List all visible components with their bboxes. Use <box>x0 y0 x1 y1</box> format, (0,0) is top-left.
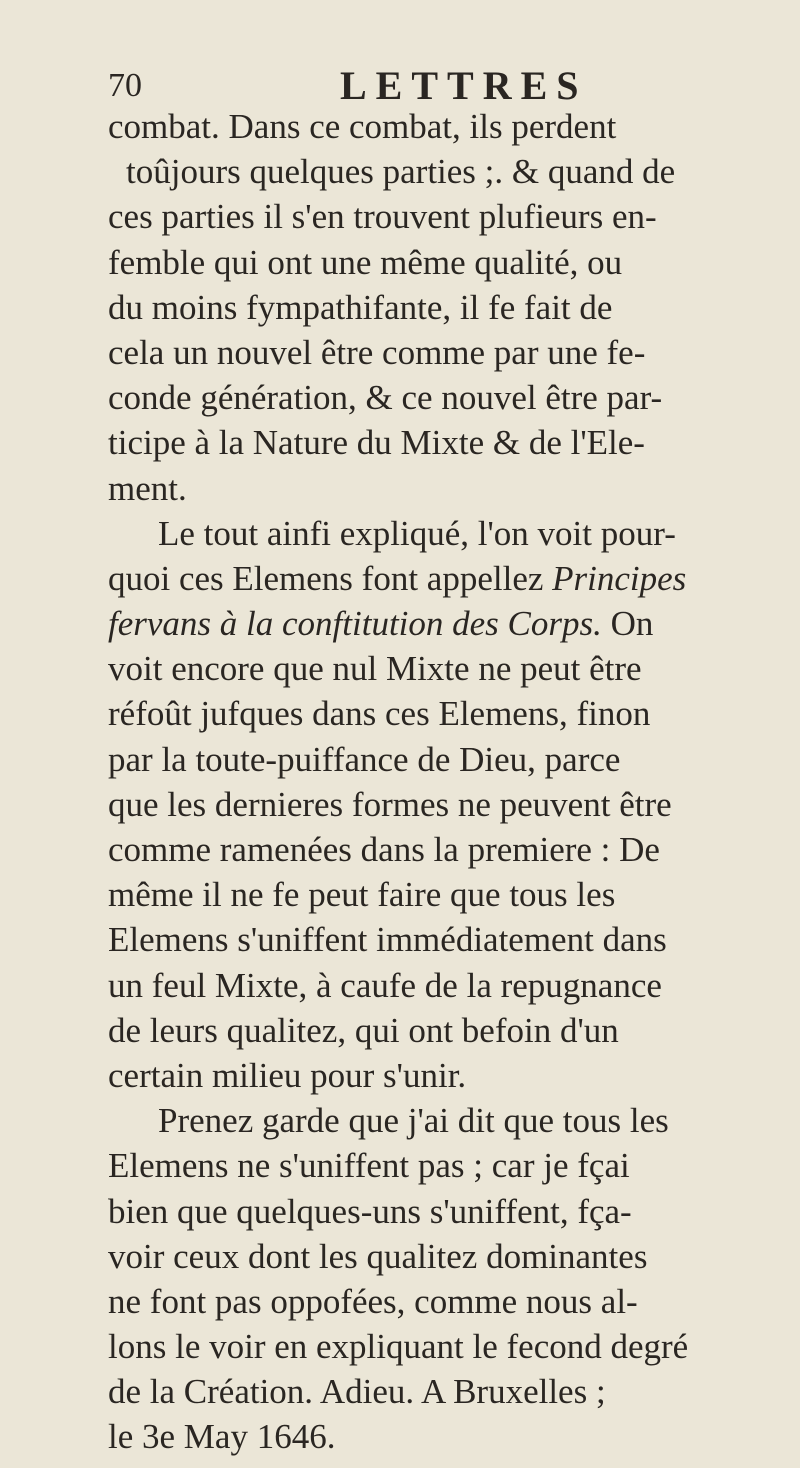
text-span: quoi ces Elemens font appellez <box>108 558 553 598</box>
text-line: de la Création. Adieu. A Bruxelles ; <box>108 1372 606 1412</box>
paragraph-start-line: Prenez garde que j'ai dit que tous les <box>158 1101 669 1141</box>
text-line: Elemens ne s'uniffent pas ; car je fçai <box>108 1146 630 1186</box>
text-line: conde génération, & ce nouvel être par- <box>108 378 663 418</box>
italic-text: fervans à la conftitution des Corps. <box>108 604 602 644</box>
text-line <box>108 556 768 601</box>
text-line: du moins fympathifante, il fe fait de <box>108 287 613 327</box>
text-line: même il ne fe peut faire que tous les <box>108 875 616 915</box>
running-head: LETTRES <box>340 63 588 108</box>
date-line: le 3e May 1646. <box>108 1417 336 1457</box>
text-line <box>108 601 768 646</box>
text-line: femble qui ont une même qualité, ou <box>108 242 623 282</box>
text-line: ticipe à la Nature du Mixte & de l'Ele- <box>108 423 645 463</box>
italic-text: Principes <box>552 558 687 598</box>
text-line: cela un nouvel être comme par une fe- <box>108 332 646 372</box>
text-line: par la toute-puiffance de Dieu, parce <box>108 739 621 779</box>
text-span: On <box>601 604 654 644</box>
text-line: certain milieu pour s'unir. <box>108 1055 467 1095</box>
text-line: Elemens s'uniffent immédiatement dans <box>108 920 667 960</box>
text-line: ces parties il s'en trouvent plufieurs en- <box>108 197 657 237</box>
text-line: combat. Dans ce combat, ils perdent <box>108 107 617 146</box>
text-line: que les dernieres formes ne peuvent être <box>108 784 672 824</box>
text-line: réfoût jufques dans ces Elemens, finon <box>108 694 651 734</box>
text-line: voit encore que nul Mixte ne peut être <box>108 649 642 689</box>
paragraph-start-line: Le tout ainfi expliqué, l'on voit pour- <box>158 513 676 553</box>
page-number: 70 <box>108 67 142 104</box>
letter-body <box>108 104 768 1460</box>
text-line: ne font pas oppofées, comme nous al- <box>108 1281 638 1321</box>
text-line: voir ceux dont les qualitez dominantes <box>108 1236 648 1276</box>
text-line: un feul Mixte, à caufe de la repugnance <box>108 965 662 1005</box>
text-line: ment. <box>108 468 187 508</box>
text-line: comme ramenées dans la premiere : De <box>108 830 660 869</box>
text-line: toûjours quelques parties ;. & quand de <box>126 152 676 192</box>
text-line: de leurs qualitez, qui ont befoin d'un <box>108 1010 619 1050</box>
text-line: lons le voir en expliquant le fecond degré <box>108 1327 689 1367</box>
text-line: bien que quelques-uns s'uniffent, fça- <box>108 1191 632 1231</box>
